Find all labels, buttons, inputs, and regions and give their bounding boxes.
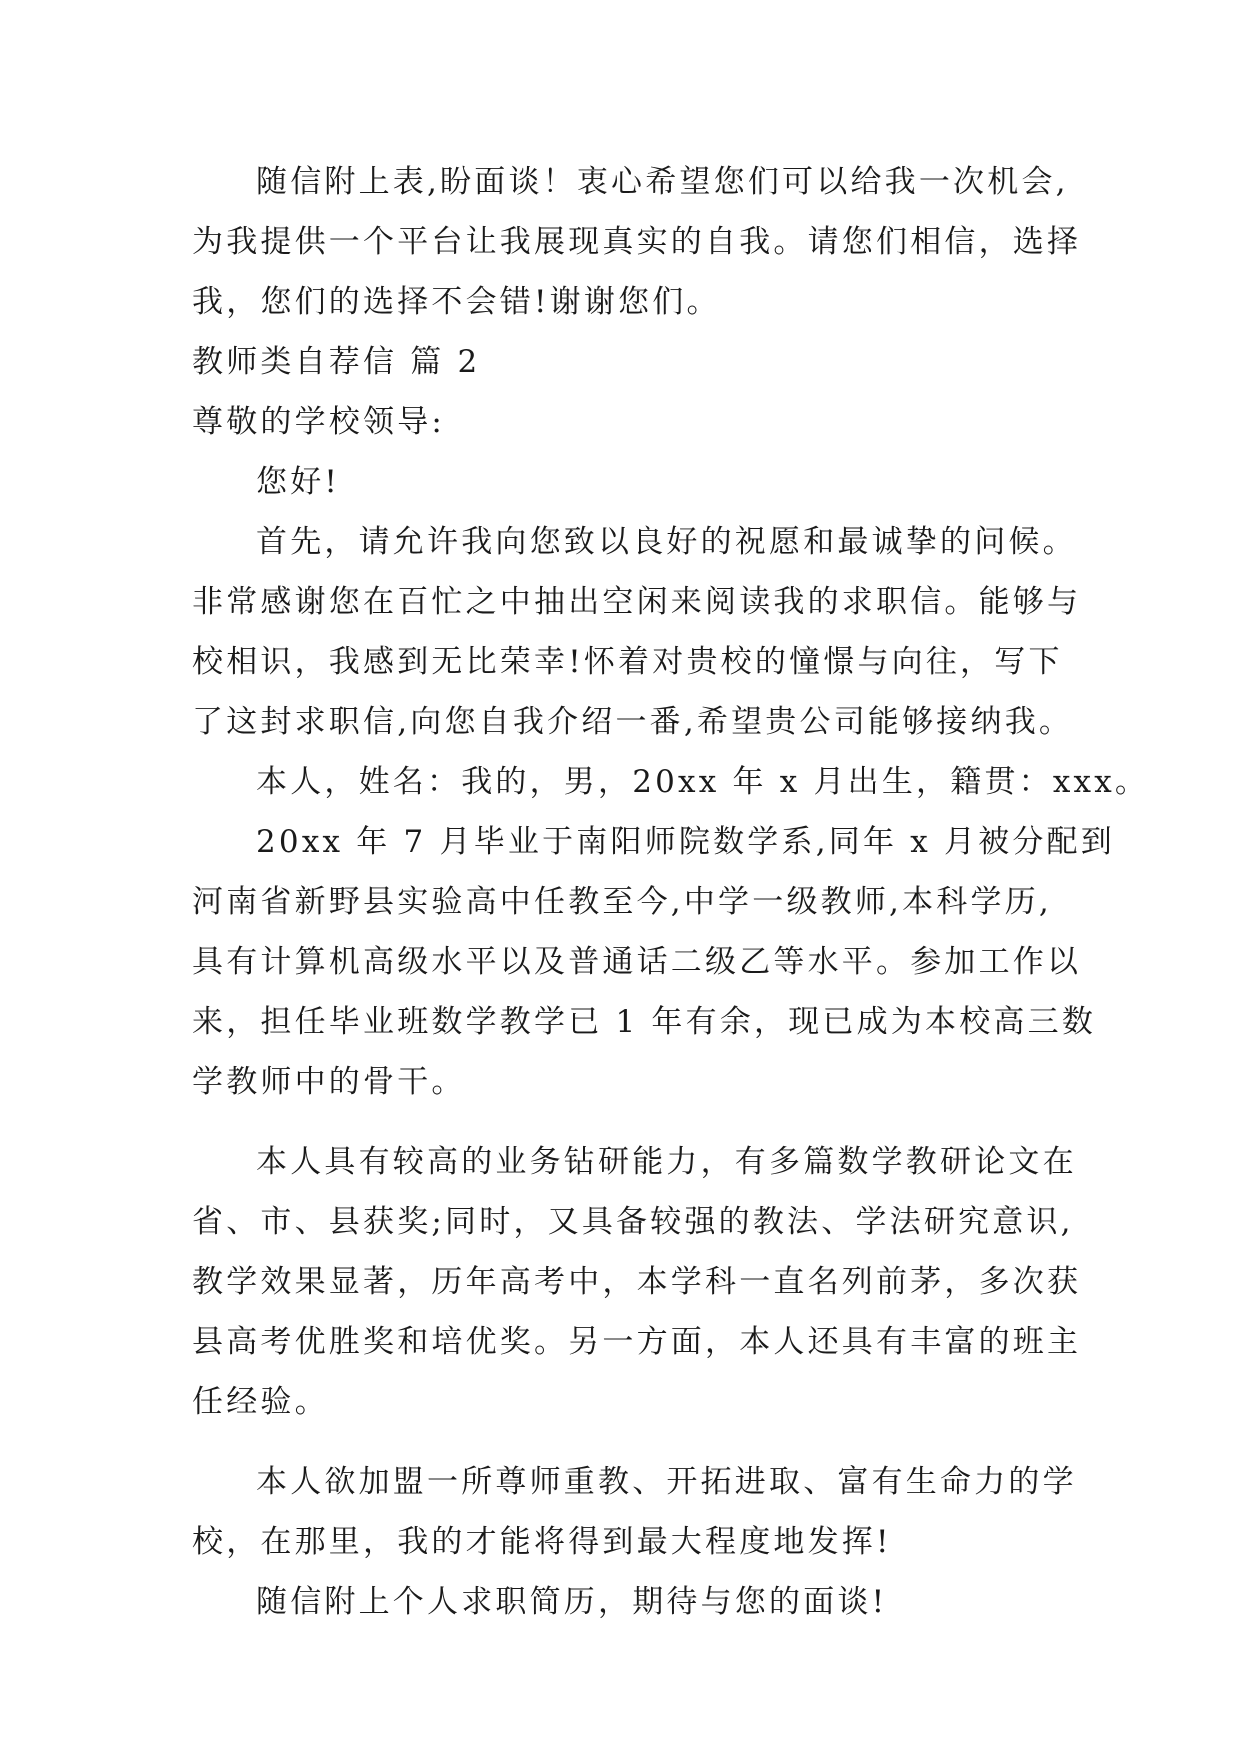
paragraph-line: 为我提供一个平台让我展现真实的自我。请您们相信，选择: [192, 224, 1082, 260]
paragraph-line: 本人具有较高的业务钻研能力，有多篇数学教研论文在: [256, 1144, 1077, 1180]
paragraph-line: 学教师中的骨干。: [192, 1064, 466, 1100]
paragraph-line: 来，担任毕业班数学教学已 1 年有余，现已成为本校高三数: [192, 1004, 1097, 1040]
paragraph-line: 省、市、县获奖;同时，又具备较强的教法、学法研究意识,: [192, 1204, 1074, 1240]
paragraph-line: 首先，请允许我向您致以良好的祝愿和最诚挚的问候。: [256, 524, 1077, 560]
paragraph-line: 我，您们的选择不会错!谢谢您们。: [192, 284, 721, 320]
paragraph-line: 随信附上表,盼面谈！衷心希望您们可以给我一次机会,: [256, 164, 1069, 200]
paragraph-line: 本人，姓名：我的，男，20xx 年 x 月出生，籍贯：xxx。: [256, 764, 1150, 800]
paragraph-line: 随信附上个人求职简历，期待与您的面谈!: [256, 1584, 888, 1620]
paragraph-line: 了这封求职信,向您自我介绍一番,希望贵公司能够接纳我。: [192, 704, 1074, 740]
salutation: 尊敬的学校领导:: [192, 404, 446, 440]
paragraph-line: 校相识，我感到无比荣幸!怀着对贵校的憧憬与向往，写下: [192, 644, 1063, 680]
paragraph-line: 非常感谢您在百忙之中抽出空闲来阅读我的求职信。能够与: [192, 584, 1082, 620]
paragraph-line: 20xx 年 7 月毕业于南阳师院数学系,同年 x 月被分配到: [256, 824, 1115, 860]
section-heading: 教师类自荐信 篇 2: [192, 344, 481, 380]
paragraph-line: 校，在那里，我的才能将得到最大程度地发挥!: [192, 1524, 892, 1560]
paragraph-line: 县高考优胜奖和培优奖。另一方面，本人还具有丰富的班主: [192, 1324, 1082, 1360]
paragraph-line: 任经验。: [192, 1384, 329, 1420]
paragraph-line: 河南省新野县实验高中任教至今,中学一级教师,本科学历,: [192, 884, 1052, 920]
greeting: 您好!: [256, 464, 341, 500]
paragraph-line: 教学效果显著，历年高考中，本学科一直名列前茅，多次获: [192, 1264, 1082, 1300]
paragraph-line: 具有计算机高级水平以及普通话二级乙等水平。参加工作以: [192, 944, 1082, 980]
paragraph-line: 本人欲加盟一所尊师重教、开拓进取、富有生命力的学: [256, 1464, 1077, 1500]
